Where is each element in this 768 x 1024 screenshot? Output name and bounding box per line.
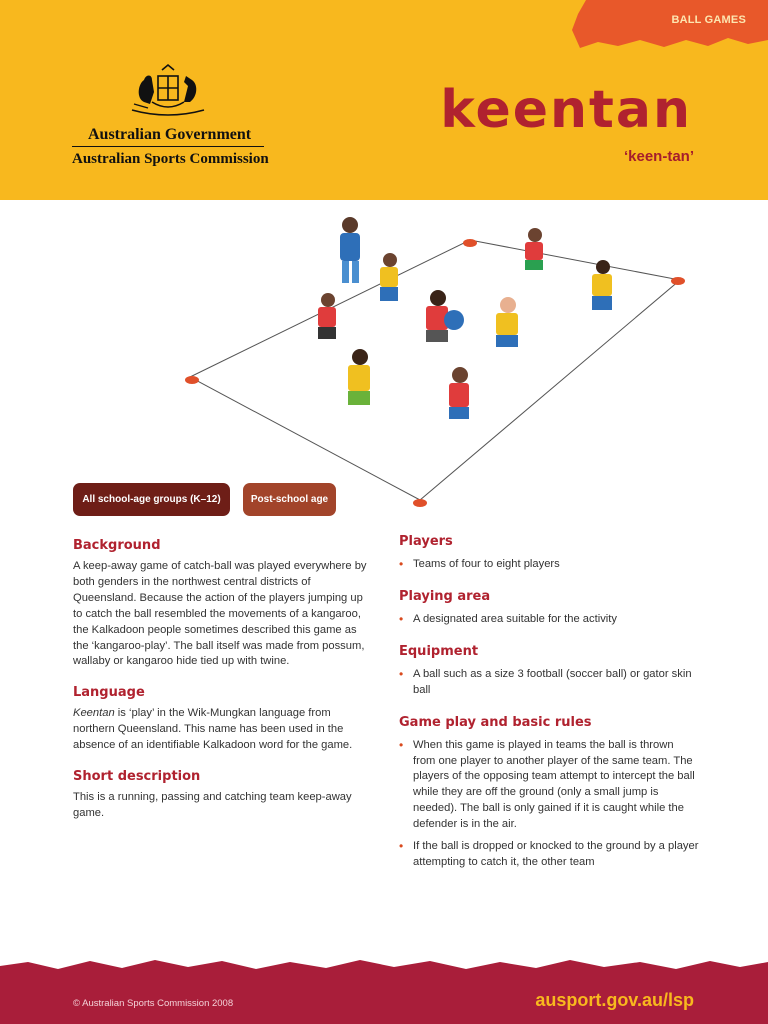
gov-divider <box>72 146 264 147</box>
background-section <box>73 538 373 670</box>
playing-area-section <box>399 589 699 628</box>
language-word: Keentan <box>73 707 115 720</box>
copyright-text: © Australian Sports Commission 2008 <box>73 998 234 1009</box>
language-text-rest: is ‘play’ in the Wik-Mungkan language from northern Queensland. This name has been used in the absence of an identifiable Kalkadoon word for the game. <box>73 707 353 752</box>
equipment-heading: Equipment <box>399 643 479 659</box>
players-heading: Players <box>399 534 453 549</box>
list-item: • If the ball is dropped or knocked to the ground by a player attempting to catch it, the other team <box>399 839 699 871</box>
gov-name: Australian Government <box>88 126 252 143</box>
background-heading: Background <box>73 538 161 553</box>
short-description-section <box>73 769 373 822</box>
left-column <box>73 538 373 837</box>
pronunciation: ‘keen-tan’ <box>623 148 694 165</box>
list-item: • Teams of four to eight players <box>399 557 699 573</box>
rules-section <box>399 715 699 871</box>
category-label: BALL GAMES <box>671 14 746 26</box>
website-link[interactable]: ausport.gov.au/lsp <box>535 990 694 1010</box>
short-description-text: This is a running, passing and catching team keep-away game. <box>73 791 352 819</box>
background-text: A keep-away game of catch-ball was played everywhere by both genders in the northwest central districts of Queensland. Because the action of the players jumping up to catch the ball resembled the movements of a kangaroo, the Kalkadoon people sometimes described this game as the ‘kangaroo-play’. The ball itself was made from possum, wallaby or kangaroo hide tied up with twine. <box>73 560 367 668</box>
list-item: • A ball such as a size 3 football (soccer ball) or gator skin ball <box>399 667 699 699</box>
short-description-heading: Short description <box>73 769 201 785</box>
playing-area-heading: Playing area <box>399 588 491 604</box>
language-text <box>73 706 373 754</box>
equipment-section <box>399 644 699 699</box>
language-heading: Language <box>73 685 145 701</box>
children-playing-illustration <box>180 205 700 515</box>
corner-tab-shape <box>568 0 768 62</box>
coat-of-arms-icon <box>122 62 214 120</box>
age-tag-post-school: Post-school age <box>243 483 336 516</box>
right-column <box>399 534 699 887</box>
list-item: • A designated area suitable for the activity <box>399 612 699 628</box>
rules-heading: Game play and basic rules <box>399 714 592 730</box>
list-item: • When this game is played in teams the ball is thrown from one player to another player of the same team. The players of the opposing team attempt to intercept the ball while they are off the ground (only a small jump is needed). The ball is only gained if it is caught while the defender is in the air. <box>399 738 699 833</box>
agency-name: Australian Sports Commission <box>72 151 269 167</box>
players-section <box>399 534 699 573</box>
game-title: keentan <box>440 80 692 140</box>
age-tag-school: All school-age groups (K–12) <box>73 483 230 516</box>
language-section <box>73 685 373 754</box>
